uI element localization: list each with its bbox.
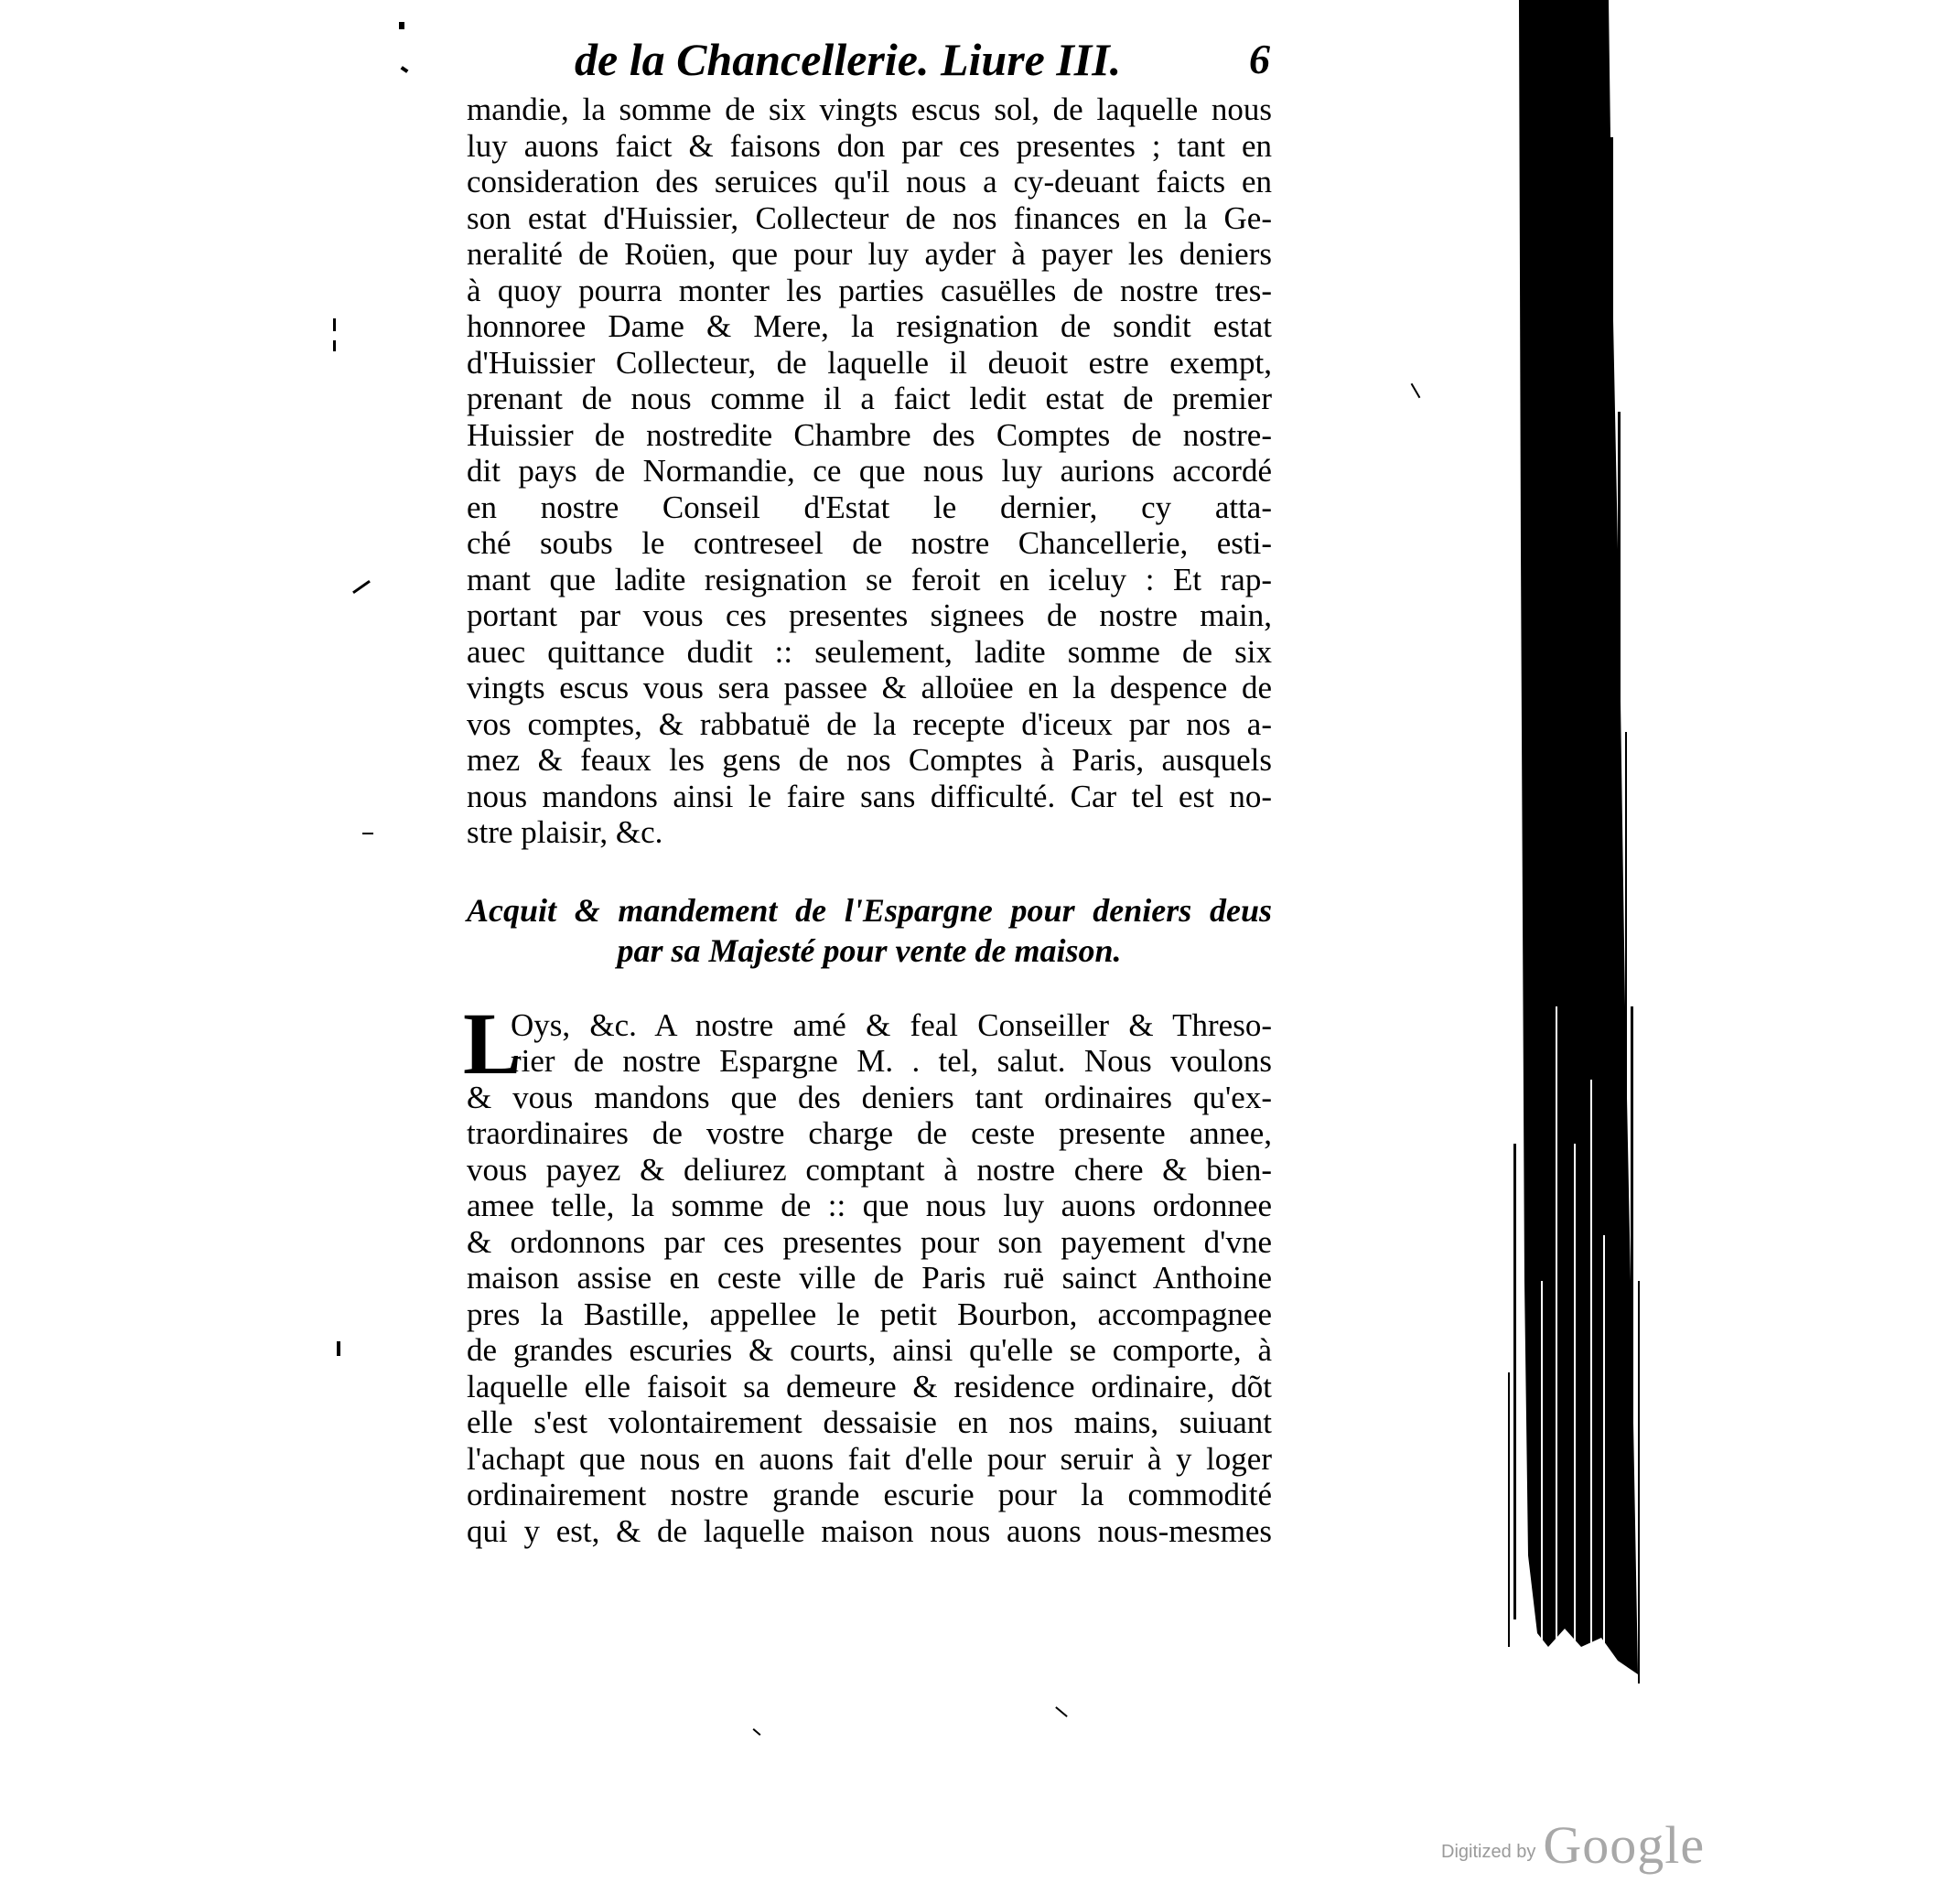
text-line: dit pays de Normandie, ce que nous luy aurions accordé [467,453,1272,489]
spine-gap [1541,1281,1543,1665]
text-line: à quoy pourra monter les parties casuëlles de nostre tres- [467,272,1272,308]
paragraph-before [467,91,1272,851]
text-line: & vous mandons que des deniers tant ordinaires qu'ex- [467,1079,1272,1115]
text-line: mant que ladite resignation se feroit en iceluy : Et rap- [467,561,1272,597]
text-line: vos comptes, & rabbatuë de la recepte d'iceux par nos a- [467,705,1272,742]
text-line: luy auons faict & faisons don par ces presentes ; tant en [467,127,1272,164]
text-line: de grandes escuries & courts, ainsi qu'elle se comporte, à [467,1332,1272,1368]
text-line: mez & feaux les gens de nos Comptes à Paris, ausquels [467,742,1272,778]
margin-speck [333,318,336,331]
spine-streak [1618,412,1621,961]
running-head [467,27,1272,91]
margin-speck [362,833,373,834]
text-line: prenant de nous comme il a faict ledit estat de premier [467,381,1272,416]
text-line: l'achapt que nous en auons fait d'elle pour seruir à y loger [467,1440,1272,1477]
spine-streak [1513,1144,1516,1619]
text-line: rier de nostre Espargne M. . tel, salut. Nous voulons [511,1043,1272,1079]
text-line: son estat d'Huissier, Collecteur de nos finances en la Ge- [467,199,1272,236]
text-line: stre plaisir, &c. [467,814,663,850]
spine-streak [1610,137,1613,503]
running-title: de la Chancellerie. Liure III. [575,34,1122,85]
margin-speck [1055,1706,1068,1717]
drop-cap: L [463,994,522,1092]
page-number: 6 [1249,36,1270,82]
text-line: Huissier de nostredite Chambre des Comptes de nostre- [467,416,1272,453]
text-line: honnoree Dame & Mere, la resignation de sondit estat [467,308,1272,344]
text-line: pres la Bastille, appellee le petit Bourbon, accompagnee [467,1296,1272,1332]
spine-gap [1574,1144,1576,1674]
spine-streak [1508,1372,1510,1647]
book-spine-shadow [1501,0,1647,1693]
text-line: vous payez & deliurez comptant à nostre chere & bien- [467,1151,1272,1188]
text-line: en nostre Conseil d'Estat le dernier, cy atta- [467,489,1272,525]
text-line: elle s'est volontairement dessaisie en nos mains, suiuant [467,1404,1272,1440]
spine-gap [1590,1080,1592,1674]
text-line: nous mandons ainsi le faire sans difficulté. Car tel est no- [467,778,1272,814]
spine-streak [1625,732,1627,1372]
text-line: portant par vous ces presentes signees de nostre main, [467,597,1272,633]
text-line: laquelle elle faisoit sa demeure & residence ordinaire, dõt [467,1368,1272,1404]
text-line: auec quittance dudit :: seulement, ladite somme de six [467,633,1272,670]
margin-speck [352,580,371,594]
margin-speck [337,1341,340,1356]
text-line: consideration des seruices qu'il nous a cy-deuant faicts en [467,164,1272,199]
margin-speck [753,1728,761,1736]
paragraph-after [463,994,1272,1550]
spine-streak [1631,1006,1633,1601]
section-heading [467,890,1272,971]
spine-streak [1638,1281,1640,1683]
text-line: maison assise en ceste ville de Paris ruë sainct Anthoine [467,1260,1272,1296]
margin-speck [1411,383,1421,399]
text-line: & ordonnons par ces presentes pour son payement d'vne [467,1223,1272,1260]
digitized-watermark [1441,1812,1705,1876]
page-text [463,27,1272,1549]
text-line: amee telle, la somme de :: que nous luy auons ordonnee [467,1188,1272,1223]
margin-speck [399,22,404,29]
text-line: mandie, la somme de six vingts escus sol, de laquelle nous [467,91,1272,127]
text-line: vingts escus vous sera passee & alloüee en la despence de [467,670,1272,705]
spine-gap [1603,1235,1605,1656]
text-line: ché soubs le contreseel de nostre Chancellerie, esti- [467,525,1272,561]
spine-gap [1556,1006,1557,1665]
text-line: neralité de Roüen, que pour luy ayder à payer les deniers [467,236,1272,272]
digitized-brand: Google [1543,1815,1706,1875]
text-line: ordinairement nostre grande escurie pour la commodité [467,1477,1272,1512]
margin-speck [333,340,336,351]
text-line: qui y est, & de laquelle maison nous auons nous-mesmes [467,1512,1272,1549]
text-line: traordinaires de vostre charge de ceste presente annee, [467,1115,1272,1151]
text-line: d'Huissier Collecteur, de laquelle il deuoit estre exempt, [467,344,1272,381]
section-heading-line: Acquit & mandement de l'Espargne pour deniers deus [467,891,1272,929]
text-line: Oys, &c. A nostre amé & feal Conseiller & Threso- [511,1006,1272,1043]
section-heading-line: par sa Majesté pour vente de maison. [617,931,1122,969]
digitized-label: Digitized by [1441,1842,1536,1862]
margin-speck [401,66,409,73]
